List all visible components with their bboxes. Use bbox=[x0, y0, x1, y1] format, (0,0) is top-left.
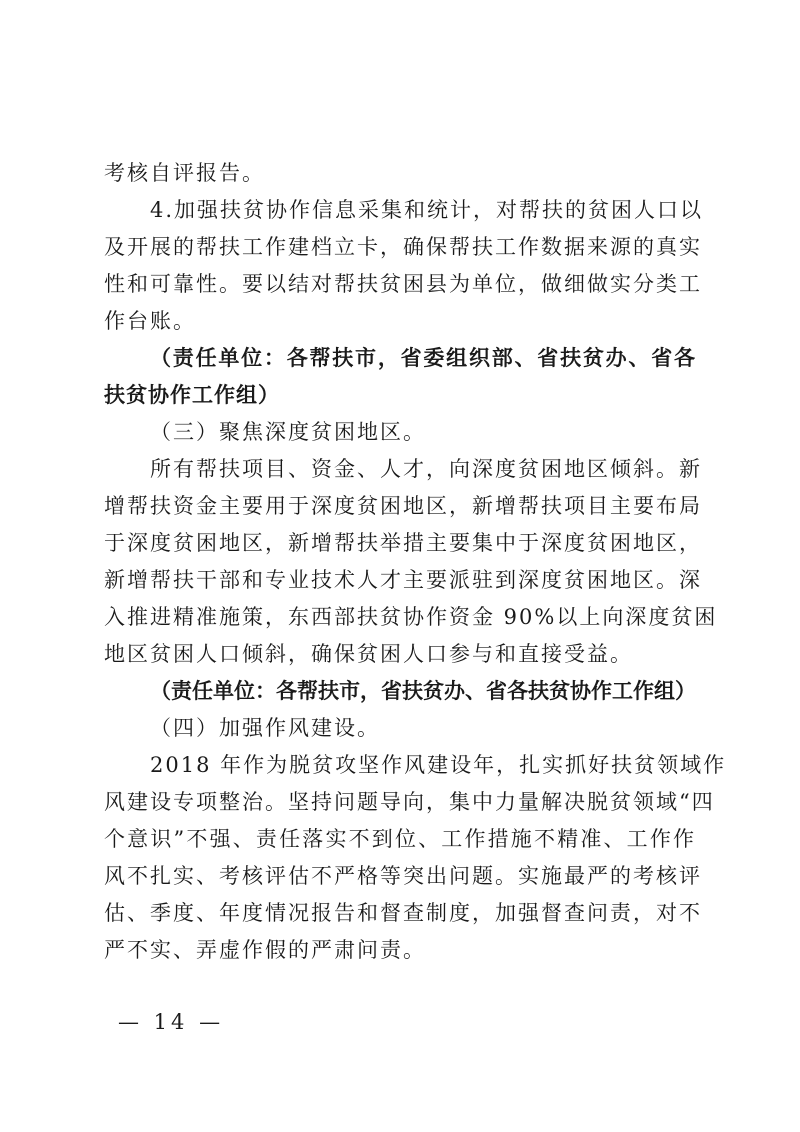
responsibility-note-line: （责任单位：各帮扶市，省委组织部、省扶贫办、省各 bbox=[150, 346, 696, 370]
page-number: — 14 — bbox=[118, 1010, 225, 1034]
section-heading: （三）聚焦深度贫困地区。 bbox=[150, 420, 426, 444]
paragraph-line: 所有帮扶项目、资金、人才，向深度贫困地区倾斜。新 bbox=[150, 457, 702, 481]
paragraph-line: 作台账。 bbox=[104, 309, 196, 333]
paragraph-line: 性和可靠性。要以结对帮扶贫困县为单位，做细做实分类工 bbox=[104, 272, 702, 296]
responsibility-note-line: （责任单位：各帮扶市，省扶贫办、省各扶贫协作工作组） bbox=[150, 679, 696, 703]
document-body bbox=[104, 155, 727, 969]
paragraph-line: 增帮扶资金主要用于深度贫困地区，新增帮扶项目主要布局 bbox=[104, 494, 702, 518]
paragraph-line: 4.加强扶贫协作信息采集和统计，对帮扶的贫困人口以 bbox=[150, 198, 704, 222]
paragraph-line: 严不实、弄虚作假的严肃问责。 bbox=[104, 938, 426, 962]
paragraph-line: 考核自评报告。 bbox=[104, 161, 265, 185]
paragraph-line: 及开展的帮扶工作建档立卡，确保帮扶工作数据来源的真实 bbox=[104, 235, 702, 259]
paragraph-line: 新增帮扶干部和专业技术人才主要派驻到深度贫困地区。深 bbox=[104, 568, 702, 592]
paragraph-line: 地区贫困人口倾斜，确保贫困人口参与和直接受益。 bbox=[104, 642, 633, 666]
paragraph-line: 估、季度、年度情况报告和督查制度，加强督查问责，对不 bbox=[104, 901, 702, 925]
responsibility-note-line: 扶贫协作工作组） bbox=[104, 383, 280, 407]
paragraph-line: 个意识”不强、责任落实不到位、工作措施不精准、工作作 bbox=[104, 827, 696, 851]
paragraph-line: 于深度贫困地区，新增帮扶举措主要集中于深度贫困地区， bbox=[104, 531, 702, 555]
paragraph-line: 风不扎实、考核评估不严格等突出问题。实施最严的考核评 bbox=[104, 864, 702, 888]
paragraph-line: 2018 年作为脱贫攻坚作风建设年，扎实抓好扶贫领域作 bbox=[150, 753, 727, 777]
section-heading: （四）加强作风建设。 bbox=[150, 716, 380, 740]
paragraph-line: 风建设专项整治。坚持问题导向，集中力量解决脱贫领域“四 bbox=[104, 790, 715, 814]
paragraph-line: 入推进精准施策，东西部扶贫协作资金 90%以上向深度贫困 bbox=[104, 605, 718, 629]
